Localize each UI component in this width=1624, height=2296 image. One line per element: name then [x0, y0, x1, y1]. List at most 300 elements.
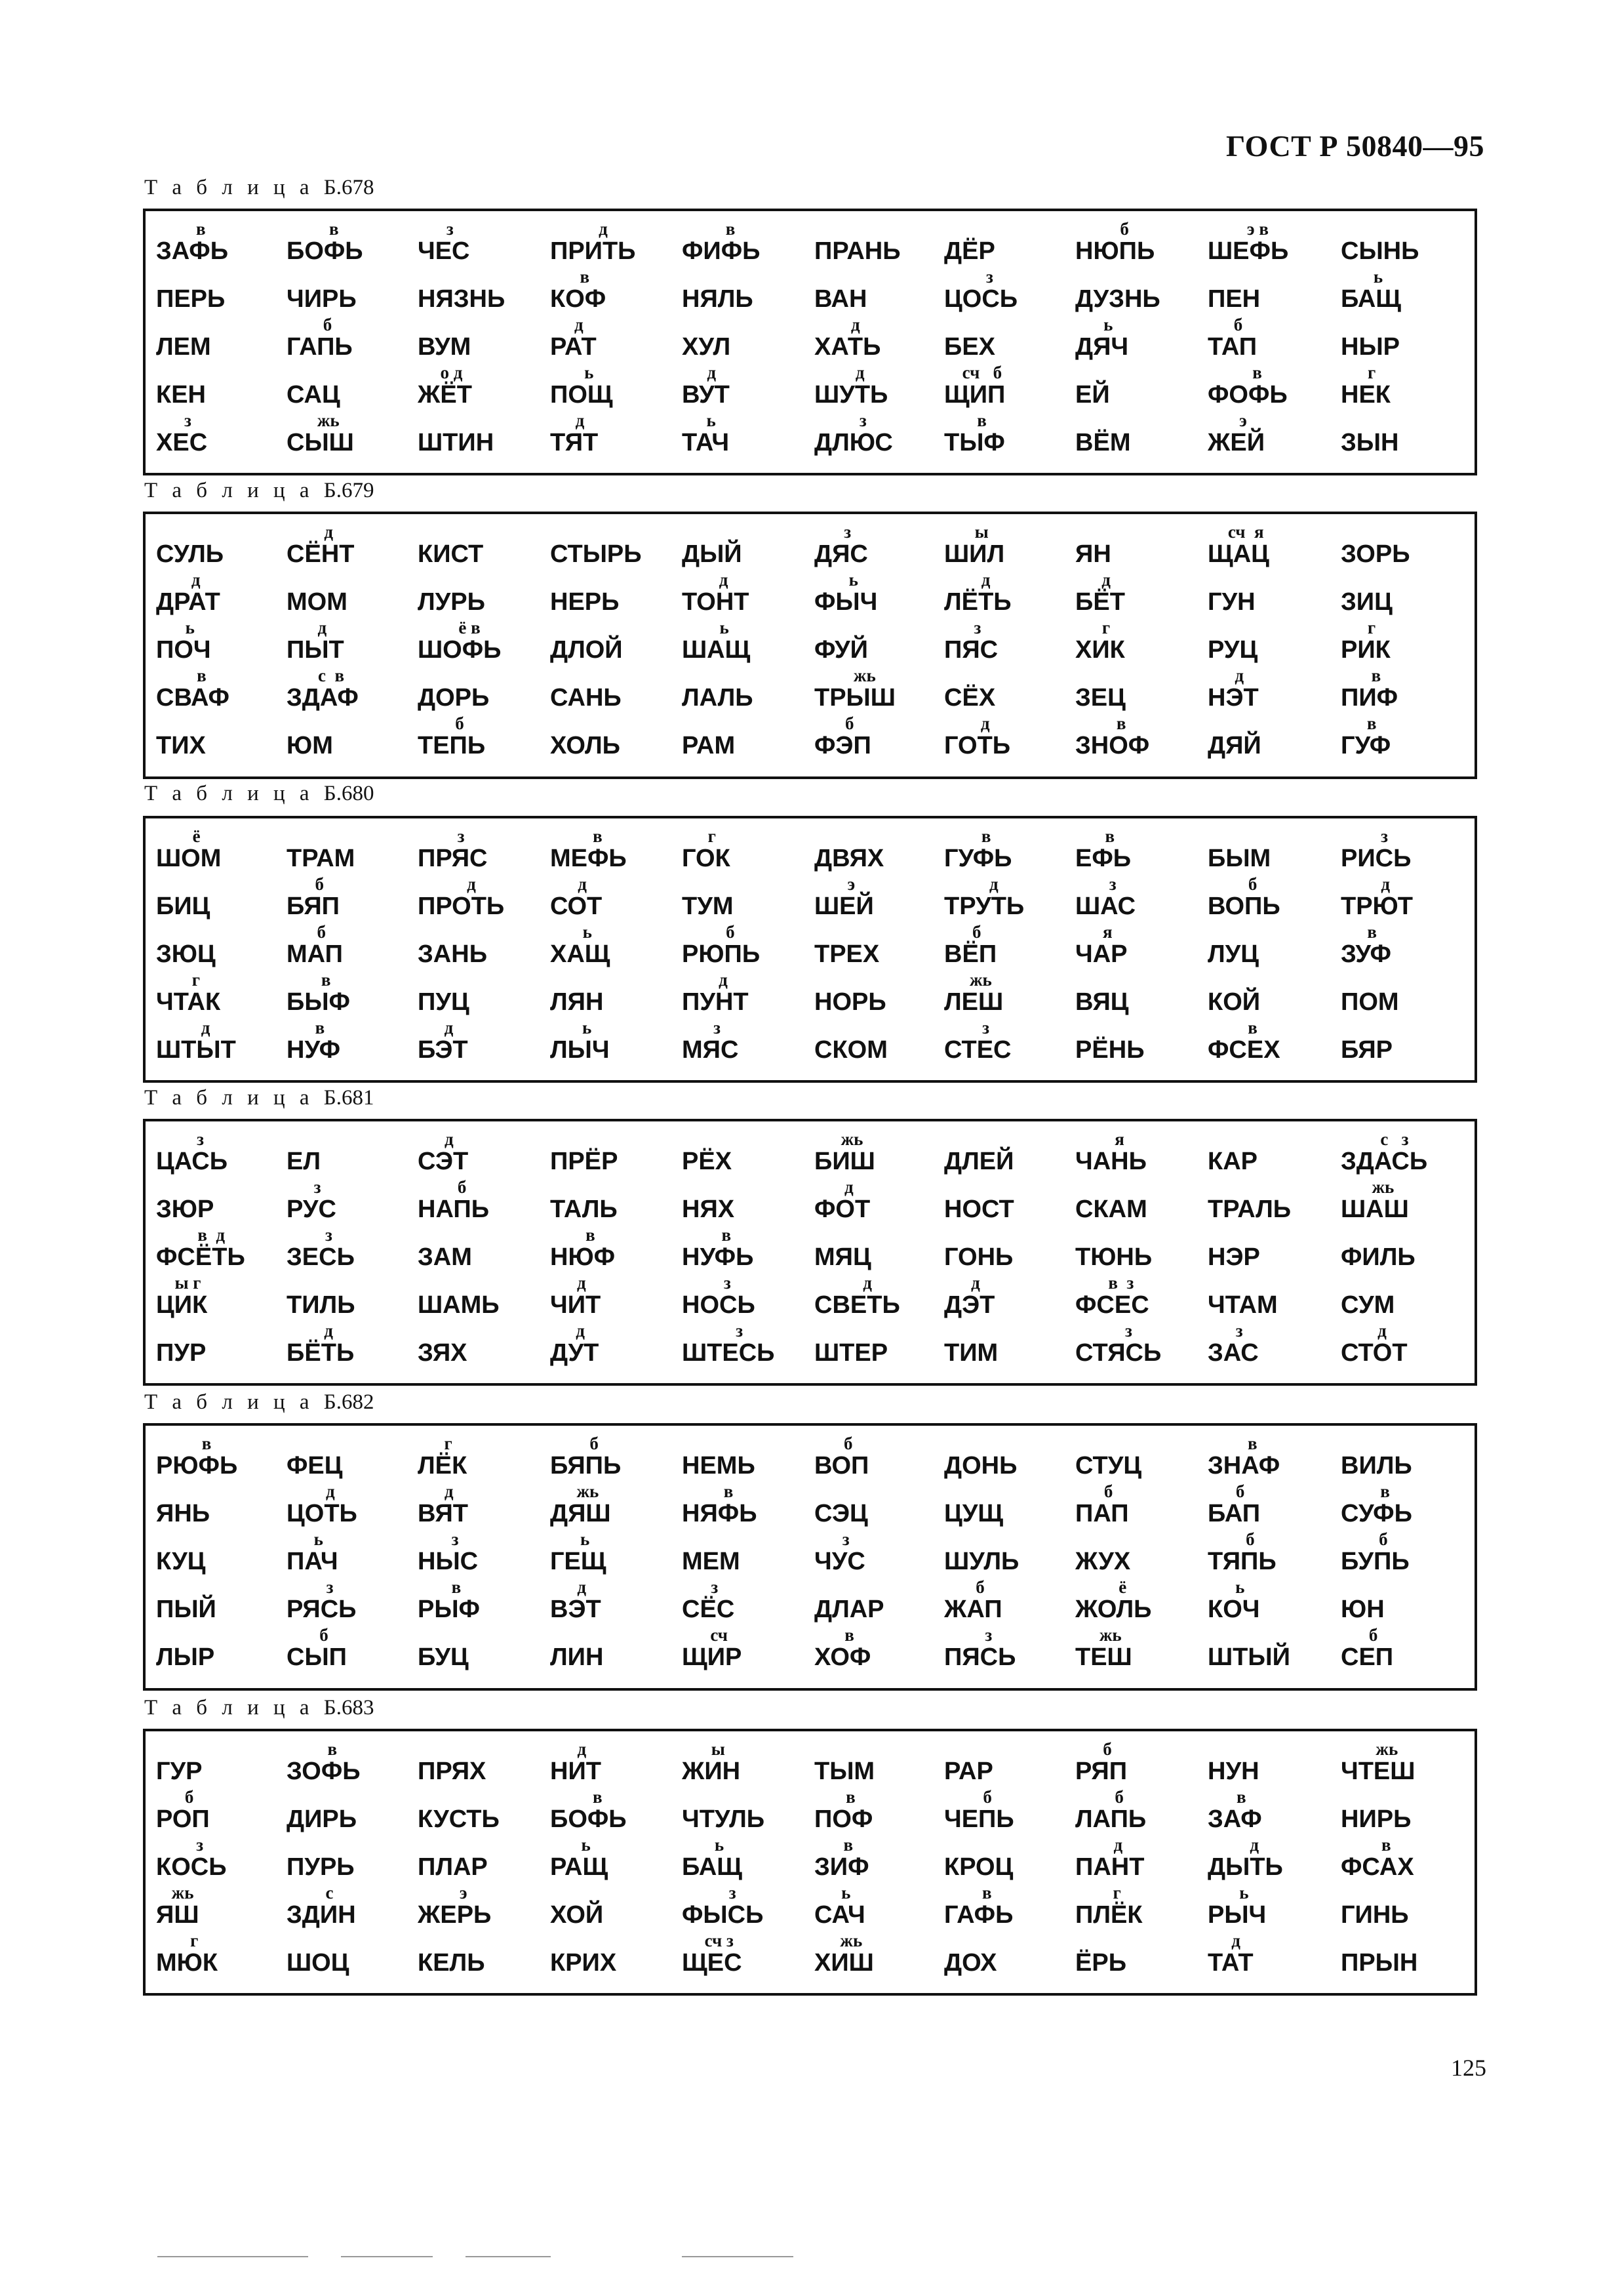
test-word: ЧТАК — [156, 988, 221, 1016]
phoneme-marker: в — [846, 1787, 856, 1807]
test-word: БЫФ — [287, 988, 350, 1016]
test-word: РЁХ — [682, 1148, 732, 1175]
test-word: ЕЙ — [1075, 381, 1110, 409]
test-word: ШТЕР — [814, 1339, 888, 1367]
phoneme-marker: д — [576, 1321, 585, 1340]
phoneme-marker: з — [313, 1177, 321, 1197]
test-word: ЛЫЧ — [550, 1036, 610, 1064]
test-word: МЕМ — [682, 1548, 740, 1575]
test-word: НЮПЬ — [1075, 237, 1155, 265]
phoneme-marker: з — [1381, 826, 1389, 846]
test-word: ДУЗНЬ — [1075, 285, 1160, 313]
test-word: ГУФЬ — [944, 845, 1012, 872]
test-word: ДЛЕЙ — [944, 1148, 1014, 1175]
test-word: ШТИН — [418, 429, 494, 456]
test-word: РЫФ — [418, 1596, 480, 1623]
test-word: ВУТ — [682, 381, 730, 409]
phoneme-marker: в — [1248, 1434, 1258, 1453]
phoneme-marker: в — [329, 219, 339, 239]
test-word: ШОМ — [156, 845, 222, 872]
phoneme-marker: д — [577, 1739, 587, 1759]
phoneme-marker: д — [326, 1481, 335, 1501]
test-word: ГОК — [682, 845, 730, 872]
phoneme-marker: д — [201, 1018, 210, 1037]
phoneme-marker: в — [843, 1835, 854, 1855]
test-word: САЧ — [814, 1901, 865, 1929]
phoneme-marker: з — [451, 1529, 459, 1549]
test-word: РЮПЬ — [682, 940, 761, 968]
phoneme-marker: в — [1380, 1481, 1390, 1501]
test-word: ЗАНЬ — [418, 940, 488, 968]
test-word: КЕЛЬ — [418, 1949, 485, 1977]
phoneme-marker: з — [325, 1225, 332, 1245]
test-word: ГОТЬ — [944, 732, 1011, 759]
phoneme-marker: в — [1237, 1787, 1246, 1807]
test-word: ЧУС — [814, 1548, 865, 1575]
phoneme-marker: б — [726, 922, 735, 942]
phoneme-marker: ь — [582, 922, 592, 942]
test-word: ЗИЦ — [1341, 588, 1393, 616]
phoneme-marker: ё — [1119, 1577, 1127, 1597]
table-caption-label: Т а б л и ц а — [144, 1696, 314, 1720]
phoneme-marker: д — [575, 411, 585, 430]
phoneme-marker: г — [1367, 618, 1376, 637]
test-word: БЭТ — [418, 1036, 468, 1064]
test-word: НОСЬ — [682, 1291, 755, 1319]
test-word: ВЭТ — [550, 1596, 601, 1623]
test-word: ЮН — [1341, 1596, 1385, 1623]
test-word: НЭТ — [1208, 684, 1259, 712]
phoneme-marker: в — [1381, 1835, 1391, 1855]
test-word: ФСЕС — [1075, 1291, 1149, 1319]
test-word: НЭР — [1208, 1243, 1260, 1271]
phoneme-marker: д — [445, 1129, 454, 1149]
phoneme-marker: д — [317, 618, 327, 637]
table-caption — [144, 176, 374, 200]
test-word: ВОПЬ — [1208, 893, 1280, 920]
phoneme-marker: в — [1116, 714, 1126, 733]
phoneme-marker: ь — [1239, 1883, 1249, 1903]
test-word: РЁНЬ — [1075, 1036, 1145, 1064]
test-word: РЯСЬ — [287, 1596, 357, 1623]
phoneme-marker: г — [1113, 1883, 1121, 1903]
phoneme-marker: жь — [317, 411, 340, 430]
word-table — [143, 1423, 1477, 1691]
phoneme-marker: ь — [1103, 315, 1113, 334]
test-word: НЯФЬ — [682, 1500, 757, 1527]
phoneme-marker: ы — [974, 522, 989, 542]
phoneme-marker: б — [1103, 1481, 1113, 1501]
phoneme-marker: в — [844, 1625, 854, 1645]
test-word: ЧЕПЬ — [944, 1805, 1014, 1833]
phoneme-marker: г — [707, 826, 716, 846]
test-word: ЦОТЬ — [287, 1500, 357, 1527]
phoneme-marker: сч з — [704, 1931, 734, 1950]
phoneme-marker: в — [1367, 922, 1377, 942]
test-word: ВЁП — [944, 940, 997, 968]
phoneme-marker: з — [986, 267, 993, 287]
test-word: ЯН — [1075, 540, 1111, 568]
test-word: ЗЕЦ — [1075, 684, 1126, 712]
phoneme-marker: б — [184, 1787, 194, 1807]
phoneme-marker: з — [446, 219, 454, 239]
phoneme-marker: в — [195, 219, 206, 239]
test-word: БУЦ — [418, 1643, 469, 1671]
test-word: БАЩ — [682, 1853, 743, 1881]
test-word: СКАМ — [1075, 1196, 1147, 1223]
table-caption-number: Б.678 — [323, 176, 374, 199]
test-word: НЯЗНЬ — [418, 285, 505, 313]
test-word: ДЛЮС — [814, 429, 893, 456]
test-word: ПЛАР — [418, 1853, 488, 1881]
test-word: ХИК — [1075, 636, 1125, 664]
test-word: ФОТ — [814, 1196, 871, 1223]
test-word: ЦИК — [156, 1291, 208, 1319]
test-word: НУФ — [287, 1036, 341, 1064]
test-word: НИРЬ — [1341, 1805, 1412, 1833]
phoneme-marker: д — [191, 570, 201, 590]
test-word: НИТ — [550, 1758, 601, 1785]
phoneme-marker: в — [451, 1577, 462, 1597]
test-word: ЗДАФ — [287, 684, 359, 712]
test-word: ЛУЦ — [1208, 940, 1259, 968]
test-word: ПРАНЬ — [814, 237, 901, 265]
test-word: ПРЯХ — [418, 1758, 486, 1785]
test-word: ТОНТ — [682, 588, 749, 616]
table-caption — [144, 782, 374, 806]
test-word: КАР — [1208, 1148, 1258, 1175]
test-word: ПЕРЬ — [156, 285, 226, 313]
test-word: ПАП — [1075, 1500, 1129, 1527]
test-word: КЕН — [156, 381, 206, 409]
phoneme-marker: д — [719, 970, 728, 990]
phoneme-marker: д — [324, 1321, 333, 1340]
phoneme-marker: б — [843, 1434, 853, 1453]
test-word: ТЕПЬ — [418, 732, 486, 759]
test-word: ЗАФ — [1208, 1805, 1262, 1833]
phoneme-marker: б — [983, 1787, 992, 1807]
test-word: ПУНТ — [682, 988, 749, 1016]
phoneme-marker: в — [201, 1434, 212, 1453]
test-word: НЫР — [1341, 333, 1400, 361]
test-word: ТУМ — [682, 893, 734, 920]
phoneme-marker: з — [457, 826, 465, 846]
test-word: ТРЕХ — [814, 940, 880, 968]
phoneme-marker: б — [319, 1625, 328, 1645]
test-word: ГУН — [1208, 588, 1256, 616]
test-word: ПЫЙ — [156, 1596, 216, 1623]
test-word: ФЫЧ — [814, 588, 878, 616]
phoneme-marker: в — [1371, 666, 1381, 685]
test-word: ЩИП — [944, 381, 1006, 409]
test-word: БОФЬ — [287, 237, 363, 265]
test-word: ПОМ — [1341, 988, 1399, 1016]
test-word: РАТ — [550, 333, 597, 361]
test-word: ЗЮР — [156, 1196, 214, 1223]
test-word: СТЕС — [944, 1036, 1012, 1064]
test-word: НЕМЬ — [682, 1452, 755, 1480]
test-word: ШАС — [1075, 893, 1136, 920]
phoneme-marker: ь — [719, 618, 729, 637]
phoneme-marker: б — [323, 315, 332, 334]
phoneme-marker: з — [985, 1625, 993, 1645]
test-word: СЫНЬ — [1341, 237, 1419, 265]
test-word: ДУТ — [550, 1339, 599, 1367]
phoneme-marker: жь — [1376, 1739, 1398, 1759]
test-word: ЖИН — [682, 1758, 741, 1785]
phoneme-marker: ё в — [458, 618, 481, 637]
test-word: ШОФЬ — [418, 636, 502, 664]
test-word: ТАТ — [1208, 1949, 1254, 1977]
test-word: ШЕЙ — [814, 893, 874, 920]
test-word: ДОХ — [944, 1949, 997, 1977]
test-word: ПЯСЬ — [944, 1643, 1016, 1671]
test-word: ХИШ — [814, 1949, 874, 1977]
test-word: ТРЫШ — [814, 684, 896, 712]
test-word: БЫМ — [1208, 845, 1271, 872]
phoneme-marker: з — [1109, 874, 1117, 894]
test-word: СТЯСЬ — [1075, 1339, 1162, 1367]
phoneme-marker: ь — [580, 1529, 590, 1549]
test-word: КОФ — [550, 285, 606, 313]
test-word: ДЯС — [814, 540, 868, 568]
word-table — [143, 1729, 1477, 1996]
phoneme-marker: б — [845, 714, 854, 733]
phoneme-marker: в — [981, 826, 991, 846]
test-word: СВАФ — [156, 684, 229, 712]
test-word: СЭТ — [418, 1148, 469, 1175]
test-word: КИСТ — [418, 540, 484, 568]
test-word: НАПЬ — [418, 1196, 490, 1223]
phoneme-marker: г — [444, 1434, 452, 1453]
test-word: ЧТАМ — [1208, 1291, 1278, 1319]
test-word: ДЛОЙ — [550, 636, 623, 664]
phoneme-marker: б — [589, 1434, 599, 1453]
phoneme-marker: б — [1233, 315, 1243, 334]
test-word: ШАМЬ — [418, 1291, 500, 1319]
test-word: ХЕС — [156, 429, 208, 456]
test-word: ПОФ — [814, 1805, 873, 1833]
test-word: ЗАФЬ — [156, 237, 229, 265]
test-word: ВОП — [814, 1452, 869, 1480]
test-word: МОМ — [287, 588, 347, 616]
test-word: ТИХ — [156, 732, 206, 759]
test-word: ДЯШ — [550, 1500, 611, 1527]
test-word: ЯШ — [156, 1901, 199, 1929]
phoneme-marker: з — [184, 411, 191, 430]
test-word: ХУЛ — [682, 333, 731, 361]
test-word: НЕРЬ — [550, 588, 620, 616]
phoneme-marker: б — [1103, 1739, 1112, 1759]
document-header: ГОСТ Р 50840—95 — [1226, 129, 1484, 163]
test-word: ТРУТЬ — [944, 893, 1025, 920]
phoneme-marker: б — [976, 1577, 985, 1597]
phoneme-marker: б — [1246, 1529, 1255, 1549]
scan-artifact-line — [682, 2256, 793, 2257]
test-word: ПРОТЬ — [418, 893, 505, 920]
test-word: ЗЯХ — [418, 1339, 467, 1367]
phoneme-marker: я — [1102, 922, 1113, 942]
test-word: НЕК — [1341, 381, 1391, 409]
phoneme-marker: в — [593, 1787, 603, 1807]
test-word: ШТЫЙ — [1208, 1643, 1290, 1671]
table-caption-label: Т а б л и ц а — [144, 176, 314, 199]
phoneme-marker: сч — [710, 1625, 728, 1645]
test-word: СВЕТЬ — [814, 1291, 900, 1319]
test-word: ПЕН — [1208, 285, 1261, 313]
test-word: САНЬ — [550, 684, 622, 712]
test-word: ШОЦ — [287, 1949, 349, 1977]
test-word: ЖЁТ — [418, 381, 472, 409]
phoneme-marker: жь — [1099, 1625, 1122, 1645]
test-word: ЛАЛЬ — [682, 684, 753, 712]
scan-artifact-line — [341, 2256, 433, 2257]
phoneme-marker: з — [982, 1018, 989, 1037]
test-word: ДЭТ — [944, 1291, 995, 1319]
phoneme-marker: д — [855, 363, 865, 382]
phoneme-marker: б — [1115, 1787, 1124, 1807]
phoneme-marker: б — [1120, 219, 1129, 239]
phoneme-marker: б — [1368, 1625, 1378, 1645]
test-word: РЯП — [1075, 1758, 1128, 1785]
phoneme-marker: ь — [584, 363, 594, 382]
test-word: СТУЦ — [1075, 1452, 1142, 1480]
test-word: КУСТЬ — [418, 1805, 500, 1833]
test-word: ДЯЙ — [1208, 732, 1261, 759]
test-word: ШТЫТ — [156, 1036, 236, 1064]
phoneme-marker: д — [971, 1273, 980, 1293]
phoneme-marker: в — [1105, 826, 1115, 846]
phoneme-marker: б — [1235, 1481, 1245, 1501]
phoneme-marker: б — [1379, 1529, 1388, 1549]
test-word: ДЯЧ — [1075, 333, 1129, 361]
test-word: СУФЬ — [1341, 1500, 1412, 1527]
phoneme-marker: в — [327, 1739, 338, 1759]
phoneme-marker: в д — [197, 1225, 226, 1245]
phoneme-marker: э — [847, 874, 856, 894]
phoneme-marker: з — [736, 1321, 743, 1340]
scan-artifact-line — [157, 2256, 308, 2257]
test-word: ЖУХ — [1075, 1548, 1131, 1575]
phoneme-marker: д — [1250, 1835, 1259, 1855]
test-word: ЮМ — [287, 732, 333, 759]
phoneme-marker: б — [317, 922, 327, 942]
test-word: МЮК — [156, 1949, 218, 1977]
phoneme-marker: с — [325, 1883, 334, 1903]
phoneme-marker: в — [593, 826, 603, 846]
test-word: ЖЕЙ — [1208, 429, 1265, 456]
test-word: МЯС — [682, 1036, 739, 1064]
test-word: БЯП — [287, 893, 340, 920]
test-word: ЛУРЬ — [418, 588, 485, 616]
phoneme-marker: з — [711, 1577, 719, 1597]
phoneme-marker: в — [1248, 1018, 1258, 1037]
phoneme-marker: сч б — [962, 363, 1002, 382]
phoneme-marker: ь — [841, 1883, 851, 1903]
word-table — [143, 1119, 1477, 1386]
test-word: ДОНЬ — [944, 1452, 1018, 1480]
test-word: ПАЧ — [287, 1548, 338, 1575]
phoneme-marker: д — [981, 570, 991, 590]
phoneme-marker: жь — [576, 1481, 599, 1501]
test-word: РОП — [156, 1805, 210, 1833]
phoneme-marker: ь — [313, 1529, 323, 1549]
test-word: ЦАСЬ — [156, 1148, 228, 1175]
phoneme-marker: б — [315, 874, 324, 894]
test-word: РЮФЬ — [156, 1452, 238, 1480]
phoneme-marker: д — [577, 1273, 586, 1293]
phoneme-marker: д — [444, 1018, 454, 1037]
phoneme-marker: з — [974, 618, 981, 637]
test-word: ЛЯН — [550, 988, 604, 1016]
test-word: ТЮНЬ — [1075, 1243, 1153, 1271]
test-word: РЫЧ — [1208, 1901, 1267, 1929]
phoneme-marker: в з — [1108, 1273, 1134, 1293]
table-caption-number: Б.679 — [323, 479, 374, 502]
test-word: ПИФ — [1341, 684, 1398, 712]
phoneme-marker: ы г — [174, 1273, 201, 1293]
test-word: ЗНАФ — [1208, 1452, 1280, 1480]
phoneme-marker: з — [1235, 1321, 1243, 1340]
test-word: ЗЫН — [1341, 429, 1399, 456]
test-word: ТАЛЬ — [550, 1196, 618, 1223]
test-word: ЖЕРЬ — [418, 1901, 492, 1929]
phoneme-marker: э — [459, 1883, 467, 1903]
table-caption-number: Б.683 — [323, 1696, 374, 1720]
scan-artifact-line — [465, 2256, 551, 2257]
phoneme-marker: ё — [192, 826, 201, 846]
table-caption-number: Б.680 — [323, 782, 374, 805]
test-word: ТРАМ — [287, 845, 355, 872]
phoneme-marker: в — [977, 411, 987, 430]
test-word: ШАШ — [1341, 1196, 1409, 1223]
phoneme-marker: з — [196, 1835, 204, 1855]
test-word: РУЦ — [1208, 636, 1258, 664]
test-word: ТИЛЬ — [287, 1291, 355, 1319]
test-word: НОРЬ — [814, 988, 886, 1016]
test-word: ЗАМ — [418, 1243, 472, 1271]
phoneme-marker: ы — [711, 1739, 725, 1759]
test-word: ТАЧ — [682, 429, 730, 456]
test-word: ЗЕСЬ — [287, 1243, 355, 1271]
test-word: ПРЁР — [550, 1148, 618, 1175]
test-word: ЛЫР — [156, 1643, 215, 1671]
test-word: ПОЩ — [550, 381, 613, 409]
test-word: ДИРЬ — [287, 1805, 357, 1833]
phoneme-marker: д — [980, 714, 990, 733]
word-table — [143, 512, 1477, 779]
phoneme-marker: ь — [1373, 267, 1383, 287]
test-word: ТЯПЬ — [1208, 1548, 1277, 1575]
table-caption-label: Т а б л и ц а — [144, 479, 314, 502]
phoneme-marker: в — [723, 1481, 734, 1501]
phoneme-marker: з — [713, 1018, 721, 1037]
phoneme-marker: д — [851, 315, 860, 334]
word-table — [143, 816, 1477, 1083]
phoneme-marker: с з — [1380, 1129, 1409, 1149]
test-word: БИШ — [814, 1148, 875, 1175]
table-caption — [144, 1390, 374, 1415]
table-caption — [144, 479, 374, 503]
test-word: ЗНОФ — [1075, 732, 1150, 759]
test-word: КОЧ — [1208, 1596, 1260, 1623]
test-word: ХАТЬ — [814, 333, 881, 361]
test-word: СОТ — [550, 893, 603, 920]
test-word: ТИМ — [944, 1339, 999, 1367]
test-word: ЗОФЬ — [287, 1758, 361, 1785]
test-word: БУПЬ — [1341, 1548, 1410, 1575]
test-word: ГАПЬ — [287, 333, 353, 361]
